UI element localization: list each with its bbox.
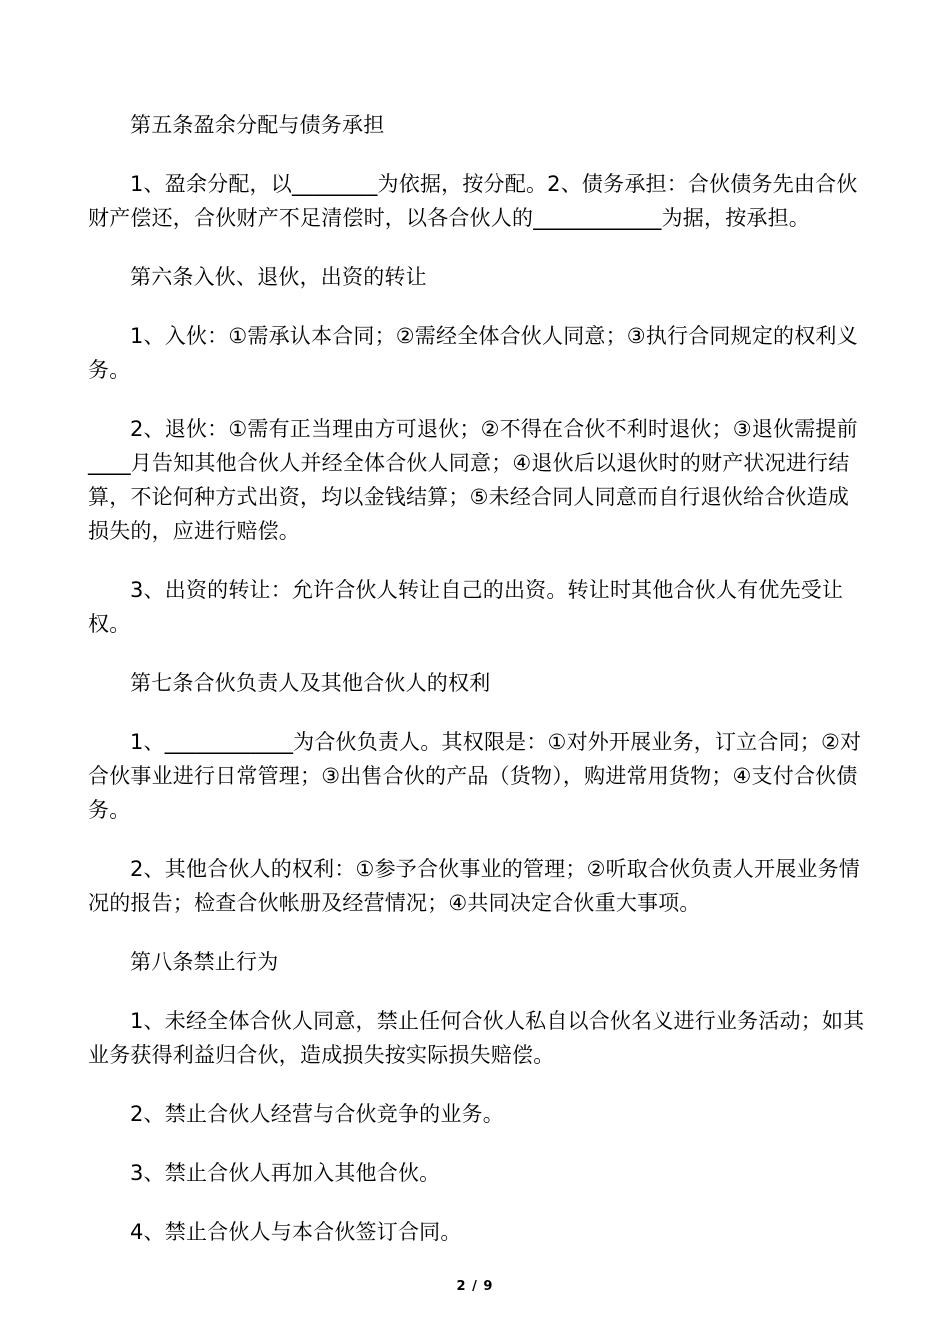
section-heading-8: 第八条禁止行为 <box>130 950 279 974</box>
section-heading-7: 第七条合伙负责人及其他合伙人的权利 <box>130 671 491 695</box>
paragraph-8-3: 3、禁止合伙人再加入其他合伙。 <box>130 1161 441 1185</box>
page-number: 2 / 9 <box>456 1279 494 1294</box>
section-heading-5: 第五条盈余分配与债务承担 <box>130 113 385 137</box>
paragraph-6-1: 1、入伙：①需承认本合同；②需经全体合伙人同意；③执行合同规定的权利义务。 <box>88 324 858 382</box>
paragraph-8-1: 1、未经全体合伙人同意，禁止任何合伙人私自以合伙名义进行业务活动；如其业务获得利益归合伙，造成损失按实际损失赔偿。 <box>88 1009 865 1067</box>
document-body <box>88 108 868 1274</box>
paragraph-8-2: 2、禁止合伙人经营与合伙竞争的业务。 <box>130 1102 504 1126</box>
paragraph-7-2: 2、其他合伙人的权利：①参予合伙事业的管理；②听取合伙负责人开展业务情况的报告；检查合伙帐册及经营情况；④共同决定合伙重大事项。 <box>88 857 861 915</box>
paragraph-6-3: 3、出资的转让：允许合伙人转让自己的出资。转让时其他合伙人有优先受让权。 <box>88 578 844 636</box>
paragraph-7-1: 1、____________为合伙负责人。其权限是：①对外开展业务，订立合同；②对合伙事业进行日常管理；③出售合伙的产品（货物），购进常用货物；④支付合伙债务。 <box>88 730 862 822</box>
paragraph-6-2: 2、退伙：①需有正当理由方可退伙；②不得在合伙不利时退伙；③退伙需提前____月告知其他合伙人并经全体合伙人同意；④退伙后以退伙时的财产状况进行结算，不论何种方式出资，均以金钱结算；⑤未经合同人同意而自行退伙给合伙造成损失的，应进行赔偿。 <box>88 417 858 543</box>
section-heading-6: 第六条入伙、退伙，出资的转让 <box>130 265 427 289</box>
paragraph-8-4: 4、禁止合伙人与本合伙签订合同。 <box>130 1220 462 1244</box>
paragraph-5-1: 1、盈余分配，以________为依据，按分配。2、债务承担：合伙债务先由合伙财产偿还，合伙财产不足清偿时，以各合伙人的____________为据，按承担。 <box>88 172 858 230</box>
